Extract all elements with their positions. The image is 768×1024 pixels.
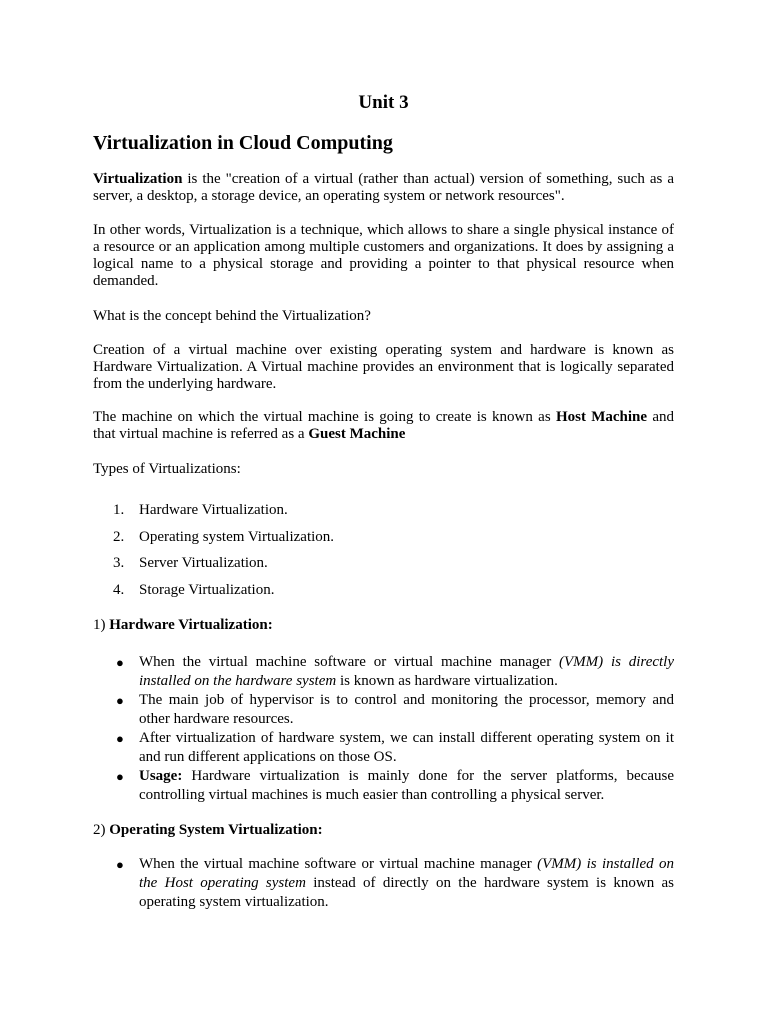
- list-item: ● When the virtual machine software or virtual machine manager (VMM) is installed on the Host operating system instead of directly on the hardware system is known as operating system virtualization.: [116, 856, 675, 910]
- list-item: 4. Storage Virtualization.: [113, 582, 275, 598]
- paragraph-host-guest: [93, 409, 674, 443]
- host-guest-text-2: and that virtual machine is referred as a: [93, 409, 674, 442]
- bullet-icon: ●: [116, 769, 124, 784]
- bullet-icon: ●: [116, 693, 124, 708]
- list-item: ● When the virtual machine software or virtual machine manager (VMM) is directly installed on the hardware system is known as hardware virtualization.: [116, 654, 675, 689]
- guest-machine-term: Guest Machine: [308, 426, 406, 442]
- bullet-icon: ●: [116, 857, 124, 872]
- page-title: Virtualization in Cloud Computing: [93, 132, 393, 154]
- paragraph-other-words: In other words, Virtualization is a technique, which allows to share a single physical instance of a resource or an application among multiple customers and organizations. It does by assigning a logical name to a physical storage and providing a pointer to that physical resource when demanded.: [93, 222, 674, 289]
- hardware-bullets: [93, 653, 674, 805]
- bullet-icon: ●: [116, 731, 124, 746]
- definition-term: Virtualization: [93, 171, 183, 187]
- list-item: 2. Operating system Virtualization.: [113, 529, 335, 545]
- host-machine-term: Host Machine: [555, 409, 648, 425]
- list-item: ● The main job of hypervisor is to control and monitoring the processor, memory and other hardware resources.: [116, 692, 674, 727]
- section-heading-hardware: 1) Hardware Virtualization:: [93, 617, 273, 633]
- bullet-icon: ●: [116, 655, 124, 670]
- host-guest-text-1: The machine on which the virtual machine is going to create is known as: [93, 409, 556, 425]
- list-item: 1. Hardware Virtualization.: [113, 502, 288, 518]
- paragraph-definition: [93, 171, 674, 205]
- unit-heading: Unit 3: [358, 92, 409, 113]
- list-item: ● Usage: Hardware virtualization is mainly done for the server platforms, because controlling virtual machines is much easier than controlling a physical server.: [116, 768, 674, 803]
- list-item: 3. Server Virtualization.: [113, 555, 268, 571]
- section-heading-os: 2) Operating System Virtualization:: [93, 822, 323, 838]
- list-item: ● After virtualization of hardware system, we can install different operating system on it and run different applications on those OS.: [116, 730, 674, 765]
- definition-text: is the "creation of a virtual (rather than actual) version of something, such as a server, a desktop, a storage device, an operating system or network resources".: [93, 171, 674, 204]
- os-bullets: [93, 855, 674, 912]
- paragraph-concept: Creation of a virtual machine over existing operating system and hardware is known as Hardware Virtualization. A Virtual machine provides an environment that is logically separated from the underlying hardware.: [93, 342, 674, 392]
- types-heading: Types of Virtualizations:: [93, 461, 241, 477]
- paragraph-question: What is the concept behind the Virtualization?: [93, 308, 371, 324]
